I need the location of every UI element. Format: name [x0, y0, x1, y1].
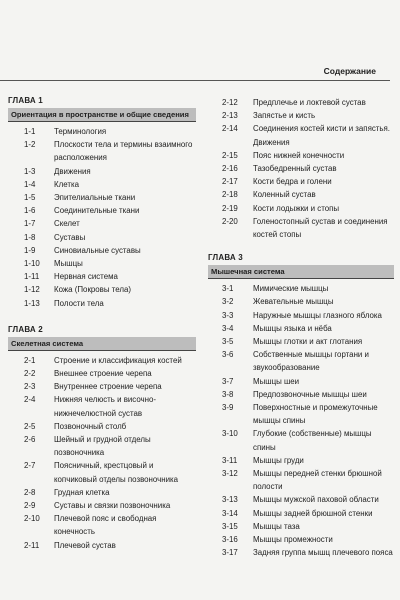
toc-entry — [8, 393, 196, 419]
toc-entry-number: 3-12 — [222, 469, 238, 479]
toc-entry — [8, 217, 196, 230]
toc-entry-title: Мышцы языка и нёба — [253, 323, 332, 333]
toc-entry — [208, 162, 394, 175]
toc-entry-title: Наружные мышцы глазного яблока — [253, 310, 382, 320]
toc-entry-number: 1-6 — [24, 206, 36, 216]
toc-entry-title: Эпителиальные ткани — [54, 193, 136, 203]
toc-entry-number: 1-13 — [24, 298, 40, 308]
toc-entry-number: 1-9 — [24, 245, 36, 255]
toc-entry — [208, 282, 394, 295]
toc-entry — [8, 231, 196, 244]
toc-entry-title: Строение и классификация костей — [54, 355, 182, 365]
page-header-title: Содержание — [323, 66, 376, 76]
toc-entry-number: 2-6 — [24, 435, 36, 445]
right-column — [208, 96, 394, 560]
toc-entry-title: Коленный сустав — [253, 190, 316, 200]
chapter-title-bar: Ориентация в пространстве и общие сведения — [8, 108, 196, 122]
toc-entry-number: 3-6 — [222, 350, 234, 360]
toc-entry-title: Задняя группа мышц плечевого пояса — [253, 548, 393, 558]
toc-entry-number: 3-10 — [222, 429, 238, 439]
toc-entry-number: 3-14 — [222, 508, 238, 518]
toc-entry — [208, 546, 394, 559]
toc-entry-title: Мышцы шеи — [253, 376, 300, 386]
toc-entry — [208, 507, 394, 520]
toc-entry-title: Клетка — [54, 179, 79, 189]
toc-entry — [8, 257, 196, 270]
toc-entry — [208, 348, 394, 374]
toc-entry-title: Мышцы таза — [253, 521, 300, 531]
toc-entry-number: 3-7 — [222, 376, 234, 386]
toc-entry-number: 3-1 — [222, 284, 234, 294]
toc-entry-title: Поверхностные и промежуточные мышцы спины — [253, 403, 378, 426]
toc-entry-number: 3-4 — [222, 323, 234, 333]
chapter-2-continued — [208, 96, 394, 241]
toc-entry — [8, 283, 196, 296]
toc-entry-number: 2-5 — [24, 421, 36, 431]
toc-entry-title: Соединительные ткани — [54, 206, 140, 216]
toc-entry — [208, 467, 394, 493]
toc-entry — [208, 202, 394, 215]
toc-entry-title: Кости бедра и голени — [253, 177, 332, 187]
toc-entry — [8, 354, 196, 367]
toc-entry — [208, 96, 394, 109]
chapter-3-section — [208, 253, 394, 559]
toc-entry-title: Внутреннее строение черепа — [54, 382, 162, 392]
toc-entry — [8, 512, 196, 538]
toc-entry-title: Пояс нижней конечности — [253, 150, 345, 160]
toc-entry-number: 1-2 — [24, 140, 36, 150]
toc-entry — [8, 486, 196, 499]
chapter-label: ГЛАВА 2 — [8, 324, 43, 334]
toc-entry — [208, 215, 394, 241]
toc-entry-number: 3-17 — [222, 548, 238, 558]
toc-entry-number: 2-19 — [222, 203, 238, 213]
toc-entry-title: Терминология — [54, 127, 107, 136]
toc-entry — [8, 191, 196, 204]
toc-entry-title: Мышцы — [54, 259, 83, 269]
toc-entry — [8, 433, 196, 459]
toc-entry-number: 1-12 — [24, 285, 40, 295]
toc-entry-title: Соединения костей кисти и запястья. Движения — [253, 124, 390, 147]
toc-entry — [8, 539, 196, 552]
toc-entry — [8, 244, 196, 257]
chapter-label: ГЛАВА 3 — [208, 253, 243, 263]
toc-entry-title: Мышцы глотки и акт глотания — [253, 337, 363, 347]
toc-entry-title: Синовиальные суставы — [54, 245, 141, 255]
toc-entry-number: 2-18 — [222, 190, 238, 200]
chapter-title-bar: Скелетная система — [8, 337, 196, 351]
toc-entry-number: 2-12 — [222, 98, 238, 107]
toc-entry-number: 3-5 — [222, 337, 234, 347]
toc-entry — [208, 335, 394, 348]
toc-entry-title: Мышцы мужской паховой области — [253, 495, 379, 505]
toc-entry-number: 3-15 — [222, 521, 238, 531]
toc-entry — [8, 459, 196, 485]
toc-entry-number: 2-8 — [24, 487, 36, 497]
toc-entry — [208, 454, 394, 467]
toc-entry-number: 1-5 — [24, 193, 36, 203]
toc-entry-title: Мышцы передней стенки брюшной полости — [253, 469, 382, 492]
toc-entry-number: 3-16 — [222, 535, 238, 545]
toc-entry-title: Шейный и грудной отделы позвоночника — [54, 435, 151, 458]
toc-entry — [208, 309, 394, 322]
toc-entry — [208, 427, 394, 453]
toc-entry — [208, 322, 394, 335]
toc-entry-title: Плечевой сустав — [54, 540, 116, 550]
toc-entry — [208, 533, 394, 546]
toc-entry-title: Грудная клетка — [54, 487, 110, 497]
toc-entry — [208, 175, 394, 188]
toc-entry-title: Запястье и кисть — [253, 111, 316, 121]
toc-entry-number: 2-3 — [24, 382, 36, 392]
toc-entry-number: 3-3 — [222, 310, 234, 320]
toc-entry-title: Нервная система — [54, 272, 118, 282]
toc-entry-title: Мышцы задней брюшной стенки — [253, 508, 373, 518]
toc-entry-title: Жевательные мышцы — [253, 297, 334, 307]
toc-entry — [8, 297, 196, 310]
toc-entry-title: Движения — [54, 166, 91, 176]
chapter-title-bar: Мышечная система — [208, 265, 394, 279]
toc-entry — [208, 188, 394, 201]
toc-entry-number: 2-10 — [24, 514, 40, 524]
toc-entry-title: Тазобедренный сустав — [253, 164, 337, 174]
toc-entry-title: Скелет — [54, 219, 80, 229]
toc-entry-number: 1-7 — [24, 219, 36, 229]
toc-entry — [208, 388, 394, 401]
toc-entry-number: 3-2 — [222, 297, 234, 307]
toc-entry-title: Позвоночный столб — [54, 421, 127, 431]
toc-entry — [8, 178, 196, 191]
spacer — [8, 310, 196, 325]
toc-entry-title: Предплечье и локтевой сустав — [253, 98, 366, 107]
toc-entry-title: Глубокие (собственные) мышцы спины — [253, 429, 372, 452]
toc-entry-number: 2-14 — [222, 124, 238, 134]
toc-entry-title: Мышцы промежности — [253, 535, 333, 545]
entry-list — [208, 282, 394, 559]
toc-entry — [208, 295, 394, 308]
toc-entry-title: Мышцы груди — [253, 455, 304, 465]
toc-entry-number: 2-11 — [24, 540, 40, 550]
toc-entry — [8, 380, 196, 393]
toc-entry — [208, 109, 394, 122]
toc-entry-number: 3-11 — [222, 455, 238, 465]
toc-entry-title: Собственные мышцы гортани и звукообразование — [253, 350, 369, 373]
toc-entry — [8, 499, 196, 512]
toc-entry — [8, 204, 196, 217]
entry-list — [8, 125, 196, 310]
toc-entry-title: Голеностопный сустав и соединения костей стопы — [253, 216, 388, 240]
chapter-label: ГЛАВА 1 — [8, 96, 43, 105]
toc-entry-number: 3-8 — [222, 389, 234, 399]
toc-entry-number: 3-13 — [222, 495, 238, 505]
toc-entry-number: 1-1 — [24, 127, 36, 136]
toc-entry — [208, 375, 394, 388]
toc-entry-number: 2-13 — [222, 111, 238, 121]
toc-entry — [8, 367, 196, 380]
toc-entry-number: 2-4 — [24, 395, 36, 405]
toc-entry — [208, 401, 394, 427]
toc-entry — [208, 149, 394, 162]
toc-entry — [8, 420, 196, 433]
toc-entry-number: 2-7 — [24, 461, 36, 471]
toc-entry-number: 2-2 — [24, 369, 36, 379]
chapter-2-section — [8, 325, 196, 552]
toc-entry-title: Кожа (Покровы тела) — [54, 285, 131, 295]
left-column — [8, 96, 196, 552]
toc-entry-number: 2-15 — [222, 150, 238, 160]
toc-entry-title: Плечевой пояс и свободная конечность — [54, 514, 157, 537]
toc-entry — [8, 138, 196, 164]
toc-entry-number: 2-20 — [222, 216, 238, 226]
toc-entry-number: 2-9 — [24, 501, 36, 511]
toc-entry-number: 2-16 — [222, 164, 238, 174]
toc-entry-title: Полости тела — [54, 298, 104, 308]
toc-entry-title: Поясничный, крестцовый и копчиковый отделы позвоночника — [54, 461, 179, 484]
toc-entry — [208, 520, 394, 533]
toc-entry-number: 2-17 — [222, 177, 238, 187]
toc-entry-number: 1-8 — [24, 232, 36, 242]
toc-entry-title: Внешнее строение черепа — [54, 369, 152, 379]
toc-entry-title: Суставы и связки позвоночника — [54, 501, 171, 511]
toc-entry — [8, 270, 196, 283]
toc-entry — [208, 122, 394, 148]
toc-entry-number: 1-4 — [24, 179, 36, 189]
toc-entry-title: Плоскости тела и термины взаимного расположения — [54, 140, 193, 163]
toc-entry-title: Мимические мышцы — [253, 284, 329, 294]
entry-list — [8, 354, 196, 552]
entry-list — [208, 96, 394, 241]
toc-entry-number: 1-3 — [24, 166, 36, 176]
toc-entry — [8, 125, 196, 138]
toc-entry-title: Нижняя челюсть и височно-нижнечелюстной сустав — [54, 395, 157, 418]
toc-entry-number: 3-9 — [222, 403, 234, 413]
header-rule — [0, 80, 390, 81]
toc-entry-number: 1-11 — [24, 272, 40, 282]
chapter-1-section — [8, 96, 196, 310]
toc-entry-number: 2-1 — [24, 355, 36, 365]
toc-entry — [208, 493, 394, 506]
toc-entry — [8, 165, 196, 178]
toc-entry-number: 1-10 — [24, 259, 40, 269]
toc-entry-title: Кости лодыжки и стопы — [253, 203, 340, 213]
spacer — [208, 241, 394, 253]
toc-entry-title: Суставы — [54, 232, 86, 242]
toc-entry-title: Предпозвоночные мышцы шеи — [253, 389, 367, 399]
